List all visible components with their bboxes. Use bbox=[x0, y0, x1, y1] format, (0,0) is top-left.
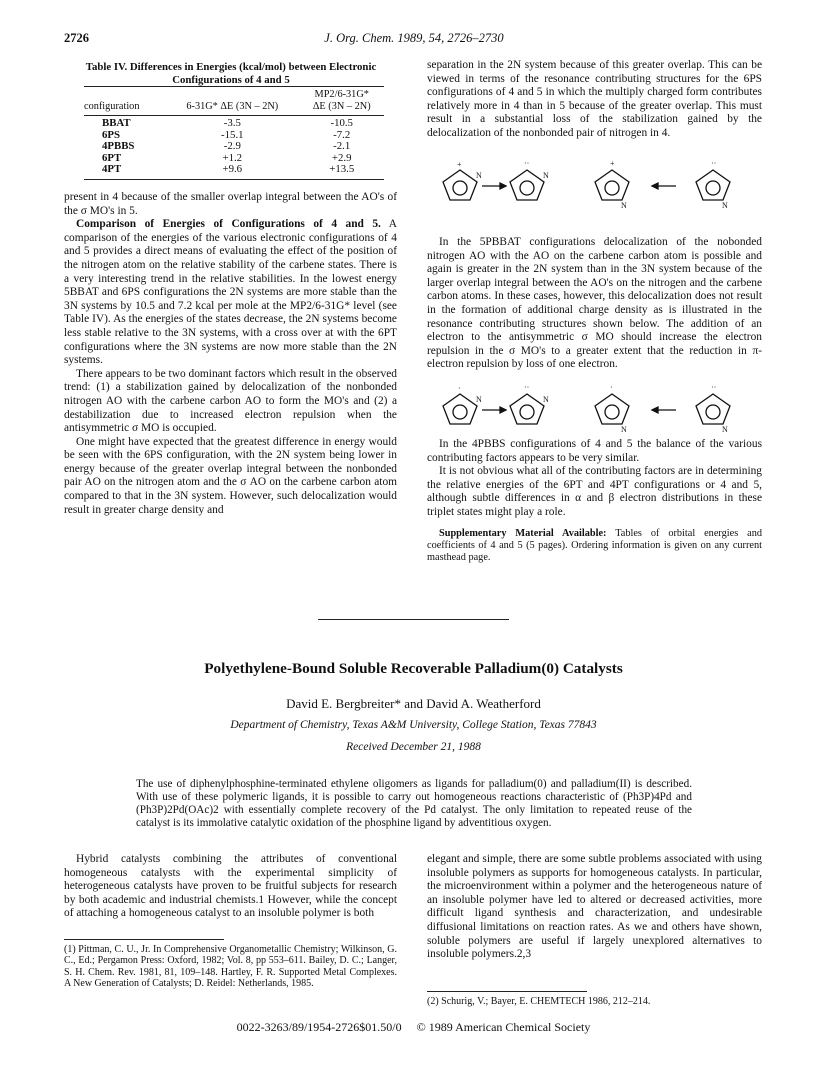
received-date: Received December 21, 1988 bbox=[346, 741, 481, 753]
paragraph: One might have expected that the greatest difference in energy would be seen with the 6PS configuration, with the 2N system being lower in energy because of the greater overlap integral between the nonbonded pair AO on the nitrogen atom and the σ AO on the carbene carbon atom compared to that in the 3N system. However, such delocalization would result in greater charge density and bbox=[64, 435, 397, 516]
article-title: Polyethylene-Bound Soluble Recoverable Palladium(0) Catalysts bbox=[204, 660, 623, 677]
svg-text:N: N bbox=[476, 171, 482, 180]
body-left bbox=[64, 853, 397, 921]
svg-text:··: ·· bbox=[524, 384, 530, 392]
paragraph: present in 4 because of the smaller overlap integral between the AO's of the σ MO's in 5. bbox=[64, 191, 397, 217]
right-column-bottom bbox=[427, 438, 762, 564]
energy-table bbox=[84, 87, 384, 180]
col-head-mp2-top: MP2/6-31G* bbox=[314, 89, 369, 100]
paragraph: separation in the 2N system because of this greater overlap. This can be viewed in terms of the resonance contributing structures for the 6PS configurations of 4 and 5 in which the multiply charged form contributes relatively more in 4 than in 5 because of the greater overlap. This must result in a substantial loss of the stabilization gained by the delocalization of the nonbonded pair of nitrogen in 4. bbox=[427, 59, 762, 139]
svg-text:··: ·· bbox=[711, 384, 717, 392]
footnote-1: (1) Pittman, C. U., Jr. In Comprehensive Organometallic Chemistry; Wilkinson, G. C., Ed.; Pergamon Press: Oxford, 1982; Vol. 8, pp 553–611. Bailey, D. C.; Langer, S. H. Chem. Rev. 1981, 81, 109–148. Hartley, F. R. Supported Metal Complexes. A New Generation of Catalysts; D. Reidel: Netherlands, 1985. bbox=[64, 944, 397, 989]
article-affiliation: Department of Chemistry, Texas A&M University, College Station, Texas 77843 bbox=[230, 719, 597, 731]
svg-text:+: + bbox=[457, 160, 462, 169]
footnote-2: (2) Schurig, V.; Bayer, E. CHEMTECH 1986, 212–214. bbox=[427, 996, 651, 1007]
left-column bbox=[64, 191, 397, 517]
col-head-config: configuration bbox=[84, 100, 140, 112]
paragraph: It is not obvious what all of the contributing factors are in determining the relative energies of the 6PT and 4PT configurations or 4 and 5, although subtle differences in α and β electron distributions in these triplet states might play a role. bbox=[427, 465, 762, 518]
svg-text:·: · bbox=[458, 384, 461, 393]
svg-text:N: N bbox=[543, 395, 549, 404]
article-separator bbox=[318, 619, 509, 620]
paragraph: Hybrid catalysts combining the attributes of conventional homogeneous catalysts with the experimental simplicity of heterogeneous catalysts have proven to be fruitful subjects for research by both academic and industrial chemists.1 However, while the concept of attaching a homogeneous catalyst to an insoluble polymer is both bbox=[64, 853, 397, 920]
article-authors: David E. Bergbreiter* and David A. Weatherford bbox=[286, 696, 541, 711]
paragraph: In the 4PBBS configurations of 4 and 5 the balance of the various contributing factors appears to be very similar. bbox=[427, 438, 762, 464]
svg-text:N: N bbox=[621, 201, 627, 210]
table-row: 4PT +9.6 +13.5 bbox=[102, 163, 355, 175]
table-row: 6PT +1.2 +2.9 bbox=[102, 151, 352, 164]
journal-code: 0022-3263/89/1954-2726$01.50/0 bbox=[236, 1020, 402, 1034]
copyright: © 1989 American Chemical Society bbox=[416, 1020, 591, 1034]
resonance-structures-top bbox=[430, 158, 750, 210]
svg-text:·: · bbox=[610, 384, 613, 392]
svg-text:··: ·· bbox=[524, 159, 530, 168]
svg-text:N: N bbox=[722, 425, 728, 434]
col-head-mp2: ΔE (3N – 2N) bbox=[312, 100, 371, 112]
table-row: 4PBBS -2.9 -2.1 bbox=[102, 140, 351, 152]
footnote-rule-left bbox=[64, 939, 224, 940]
svg-text:N: N bbox=[476, 395, 482, 404]
running-header bbox=[64, 31, 764, 49]
journal-citation: J. Org. Chem. 1989, 54, 2726–2730 bbox=[324, 31, 504, 45]
body-right bbox=[427, 853, 762, 962]
supplementary-material: Supplementary Material Available: Tables of orbital energies and coefficients of 4 and 5 (5 pages). Ordering information is given on any current masthead page. bbox=[427, 527, 762, 563]
page-number: 2726 bbox=[64, 31, 89, 45]
footnote-rule-right bbox=[427, 991, 587, 992]
right-column-middle bbox=[427, 236, 762, 372]
paragraph: In the 5PBBAT configurations delocalization of the nobonded nitrogen AO with the AO on the carbene carbon atom is possible and again is greater in the 2N system than in the 3N system because of the larger overlap integral between the AO's on the nitrogen and the carbene carbon atoms. In these cases, however, this delocalization does not result in the formation of additional charge density as is illustrated in the resonance contributing structures shown below. The addition of an electron to the antisymmetric σ MO should increase the electron repulsion in the σ MO's to a greater extent that the reduction in π-electron repulsion by loss of one electron. bbox=[427, 236, 762, 371]
table-row: BBAT -3.5 -10.5 bbox=[102, 117, 353, 129]
svg-text:+: + bbox=[610, 159, 615, 168]
table-title: Table IV. Differences in Energies (kcal/mol) between Electronic Configurations of 4 and 5 bbox=[85, 61, 377, 86]
resonance-structures-bottom bbox=[430, 384, 750, 434]
abstract: The use of diphenylphosphine-terminated ethylene oligomers as ligands for palladium(0) and palladium(II) is described. With use of these polymeric ligands, it is possible to carry out homogeneous reactions characteristic of (Ph3P)4Pd and (Ph3P)2Pd(OAc)2 with essentially complete recovery of the Pd catalyst. The only limitation to repeated reuse of the catalyst is its immolative catalytic oxidation of the phosphine ligand by adventitious oxygen. bbox=[136, 778, 692, 830]
col-head-631: 6-31G* ΔE (3N – 2N) bbox=[186, 100, 279, 112]
table-row: 6PS -15.1 -7.2 bbox=[102, 128, 351, 141]
paragraph: Comparison of Energies of Configurations of 4 and 5. A comparison of the energies of the various electronic configurations of 4 and 5 provides a direct means of evaluating the effect of the position of the nitrogen atom on the relative stability of the carbene states. There is a very interesting trend in the relative stabilities. In the lowest energy 5BBAT and 6PS configurations the 2N systems are more stable than the 3N systems by 10.5 and 7.2 kcal per mole at the MP2/6-31G* level (see Table IV). As the energies of the states decrease, the 2N systems become less stable relative to the 3N systems, with a cross over at with the 6PT configurations where the 3N systems are now more stable than the 2N systems. bbox=[64, 218, 397, 367]
paragraph: elegant and simple, there are some subtle problems associated with using insoluble polymers as supports for homogeneous catalysts. In particular, the microenvironment within a polymer and the heterogeneous nature of an insoluble polymer have led to altered or decreased activities, more difficult ligand synthesis and characterization, and undesirable diffusional limitations on reaction rates. As we and others have shown, soluble polymers are useful if largely unexplored alternatives to insoluble polymers.2,3 bbox=[427, 853, 762, 961]
page-footer bbox=[0, 1020, 827, 1035]
paragraph: There appears to be two dominant factors which result in the observed trend: (1) a stabilization gained by delocalization of the nonbonded nitrogen AO with the carbene carbon AO to form the MO's and (2) a destabilization due to increased electron repulsion when the antisymmetric σ MO is occupied. bbox=[64, 367, 397, 435]
svg-text:··: ·· bbox=[711, 159, 717, 168]
svg-text:N: N bbox=[543, 171, 549, 180]
right-column-top bbox=[427, 59, 762, 141]
svg-text:N: N bbox=[722, 201, 728, 210]
svg-text:N: N bbox=[621, 425, 627, 434]
